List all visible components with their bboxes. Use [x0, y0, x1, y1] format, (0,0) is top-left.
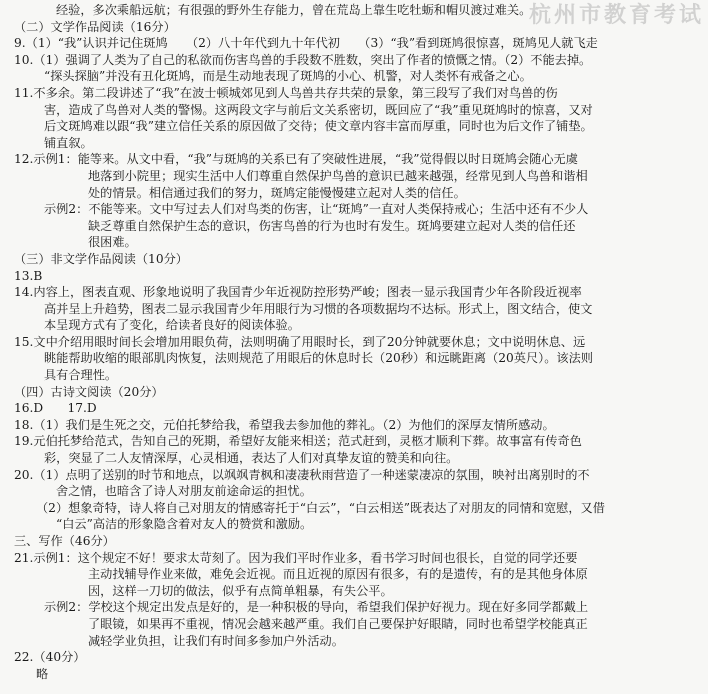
text-line: 舍之情，也暗含了诗人对朋友前途命运的担忧。 — [56, 484, 312, 499]
text-line: 处的情景。相信通过我们的努力，斑鸠定能慢慢建立起对人类的信任。 — [88, 185, 466, 200]
answer-key-page — [14, 2, 698, 682]
text-line: 因，这样一刀切的做法，似乎有点简单粗暴，有失公平。 — [88, 583, 393, 598]
text-line: 15.文中介绍用眼时间长会增加用眼负荷，法则明确了用眼时长，到了20分钟就要休息；文中说明休息、远 — [14, 334, 586, 349]
text-line: 本呈现方式有了变化，给读者良好的阅读体验。 — [44, 318, 300, 333]
text-line: 12.示例1：能等来。从文中看，“我”与斑鸠的关系已有了突破性进展，“我”觉得假以时日斑鸠会随心无虞 — [14, 152, 578, 167]
text-line: 铺直叙。 — [44, 135, 93, 150]
text-line: 13.B — [14, 268, 43, 283]
text-line: 眺能帮助收缩的眼部肌肉恢复，法则规范了用眼后的休息时长（20秒）和远眺距离（20英尺）。该法则 — [44, 351, 593, 366]
text-line: 9.（1）“我”认识并记住斑鸠 （2）八十年代到九十年代初 （3）“我”看到斑鸠很惊喜，斑鸠见人就飞走 — [14, 36, 598, 51]
text-line: 三、写作（46分） — [14, 534, 115, 548]
text-line: 缺乏尊重自然保护生态的意识，伤害鸟兽的行为也时有发生。斑鸠要建立起对人类的信任还 — [88, 218, 576, 233]
text-line: 11.不多余。第二段讲述了“我”在波士顿城郊见到人鸟兽共存共荣的景象，第三段写了我们对鸟兽的伤 — [14, 85, 558, 100]
text-line: 21.示例1：这个规定不好！要求太苛刻了。因为我们平时作业多，看书学习时间也很长，自觉的同学还要 — [14, 550, 578, 565]
text-line: 示例2：不能等来。文中写过去人们对鸟类的伤害，让“斑鸠”一直对人类保持戒心；生活中还有不少人 — [44, 202, 589, 217]
text-line: （二）文学作品阅读（16分） — [14, 19, 176, 34]
text-line: 16.D 17.D — [14, 401, 97, 416]
text-line: 略 — [36, 666, 49, 681]
text-line: 20.（1）点明了送别的时节和地点，以飒飒青枫和凄凄秋雨营造了一种迷蒙凄凉的氛围，映衬出离别时的不 — [14, 467, 590, 482]
text-line: 19.元伯托梦给范式，告知自己的死期，希望好友能来相送；范式赶到，灵柩才顺利下葬。故事富有传奇色 — [14, 434, 582, 449]
watermark-text: 杭州市教育考试 — [528, 3, 704, 28]
text-line: 高并呈上升趋势，图表二显示我国青少年用眼行为习惯的各项数据均不达标。形式上，图文结合，使文 — [44, 301, 593, 316]
text-line: 10.（1）强调了人类为了自己的私欲而伤害鸟兽的手段数不胜数，突出了作者的愤慨之情。（2）不能去掉。 — [14, 52, 592, 67]
text-line: 减轻学业负担，让我们有时间多参加户外活动。 — [88, 633, 344, 648]
text-line: 14.内容上，图表直观、形象地说明了我国青少年近视防控形势严峻；图表一显示我国青少年各阶段近视率 — [14, 285, 582, 300]
text-line: 22.（40分） — [14, 650, 86, 665]
text-line: （三）非文学作品阅读（10分） — [14, 251, 188, 266]
text-line: 地落到小院里；现实生活中人们尊重自然保护鸟兽的意识已越来越强，经常见到人鸟兽和谐相 — [88, 168, 588, 183]
text-line: 很困难。 — [88, 235, 137, 250]
text-line: 害，造成了鸟兽对人类的警惕。这两段文字与前后文关系密切，既回应了“我”重见斑鸠时的惊喜，又对 — [44, 102, 593, 117]
text-line: 具有合理性。 — [44, 368, 118, 383]
text-line: 彩，突显了二人友情深厚，心灵相通，表达了人们对真挚友谊的赞美和向往。 — [44, 451, 459, 466]
text-line: 了眼镜，如果再不重视，情况会越来越严重。我们自己要保护好眼睛，同时也希望学校能真正 — [88, 616, 588, 631]
text-line: 18.（1）我们是生死之交，元伯托梦给我，希望我去参加他的葬礼。（2）为他们的深厚友情所感动。 — [14, 417, 555, 432]
text-line: “白云”高洁的形象隐含着对友人的赞赏和激励。 — [56, 517, 313, 532]
text-line: （四）古诗文阅读（20分） — [14, 384, 164, 399]
text-line: 示例2：学校这个规定出发点是好的，是一种积极的导向，希望我们保护好视力。现在好多同学都戴上 — [44, 600, 589, 615]
text-line: 经验，多次乘船远航；有很强的野外生存能力，曾在荒岛上靠生吃牡蛎和帽贝渡过难关。 — [56, 3, 532, 17]
text-line: 后文斑鸠难以跟“我”建立信任关系的原因做了交待；使文章内容丰富而厚重，同时也为后文作了铺垫。 — [44, 119, 593, 134]
text-line: 主动找辅导作业来做，难免会近视。而且近视的原因有很多，有的是遗传，有的是其他身体原 — [88, 567, 588, 582]
text-line: （2）想象奇特，诗人将自己对朋友的情感寄托于“白云”，“白云相送”既表达了对朋友的同情和宽慰，又借 — [36, 500, 605, 515]
text-line: “探头探脑”并没有丑化斑鸠，而是生动地表现了斑鸠的小心、机警，对人类怀有戒备之心。 — [44, 69, 532, 84]
